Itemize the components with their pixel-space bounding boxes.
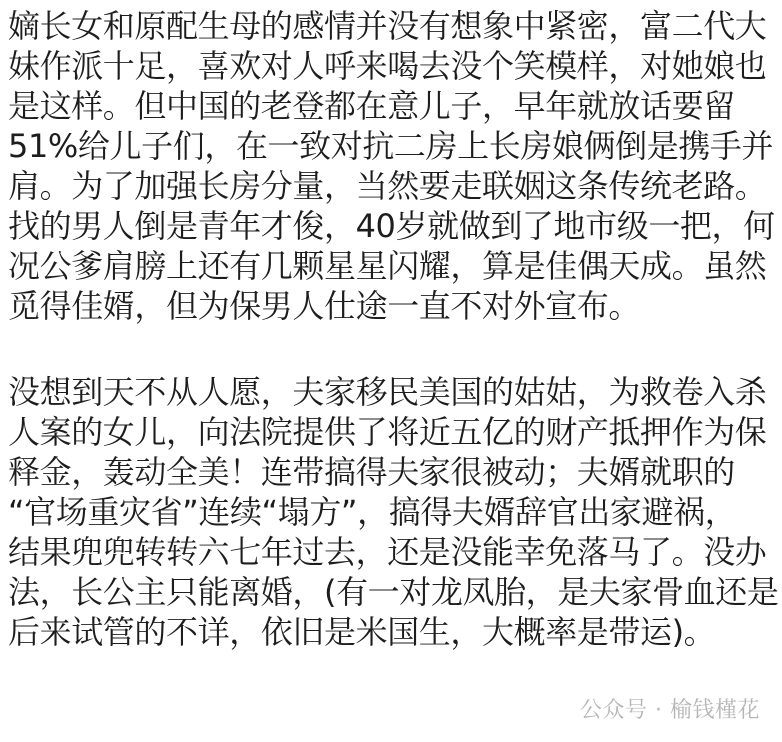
text-line: “官场重灾省”连续“塌方”，搞得夫婿辞官出家避祸，	[8, 493, 737, 531]
text-line: 法，长公主只能离婚，(有一对龙凤胎，是夫家骨血还是	[8, 573, 779, 611]
text-line: 后来试管的不详，依旧是米国生，大概率是带运)。	[8, 613, 716, 651]
text-line: 觅得佳婿，但为保男人仕途一直不对外宣布。	[8, 287, 641, 325]
watermark: 公众号 · 榆钱槿花	[580, 698, 760, 723]
text-line: 是这样。但中国的老登都在意儿子，早年就放话要留	[8, 87, 735, 125]
text-line: 人案的女儿，向法院提供了将近五亿的财产抵押作为保	[8, 413, 767, 451]
text-line: 妹作派十足，喜欢对人呼来喝去没个笑模样，对她娘也	[8, 47, 767, 85]
text-line: 找的男人倒是青年才俊，40岁就做到了地市级一把，何	[8, 207, 775, 245]
article-body	[8, 6, 779, 652]
paragraph-2	[8, 372, 779, 652]
text-line: 51%给儿子们，在一致对抗二房上长房娘俩倒是携手并	[8, 127, 774, 165]
text-line: 释金，轰动全美！连带搞得夫家很被动；夫婿就职的	[8, 453, 735, 491]
paragraph-spacer	[8, 326, 776, 372]
text-line: 嫡长女和原配生母的感情并没有想象中紧密，富二代大	[8, 7, 767, 45]
text-line: 没想到天不从人愿，夫家移民美国的姑姑，为救卷入杀	[8, 373, 767, 411]
text-line: 况公爹肩膀上还有几颗星星闪耀，算是佳偶天成。虽然	[8, 247, 767, 285]
text-line: 肩。为了加强长房分量，当然要走联姻这条传统老路。	[8, 167, 767, 205]
paragraph-1	[8, 6, 776, 326]
text-line: 结果兜兜转转六七年过去，还是没能幸免落马了。没办	[8, 533, 767, 571]
